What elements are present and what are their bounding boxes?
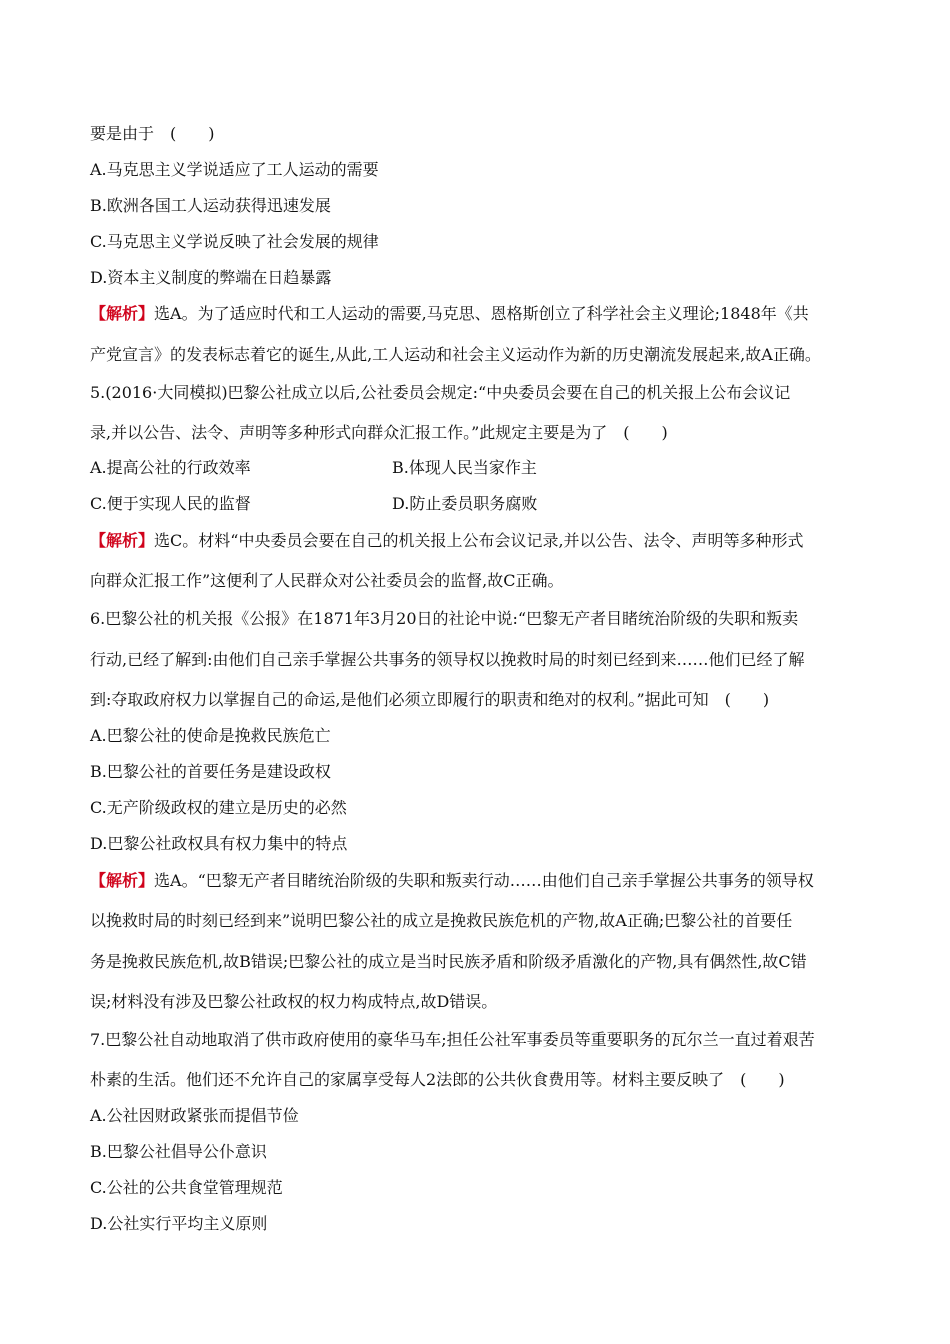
question-5-options-row: [90, 458, 537, 478]
question-7-option-b: B.巴黎公社倡导公仆意识: [90, 1142, 267, 1161]
analysis-tag: 【解析】: [90, 531, 155, 550]
question-6-option-a: A.巴黎公社的使命是挽救民族危亡: [90, 726, 331, 745]
question-4-option-d: D.资本主义制度的弊端在日趋暴露: [90, 268, 332, 287]
question-5-option-d: D.防止委员职务腐败: [392, 494, 538, 513]
question-4-analysis-line: 产党宣言》的发表标志着它的诞生,从此,工人运动和社会主义运动作为新的历史潮流发展起来,故A正确。: [90, 345, 821, 364]
analysis-tag: 【解析】: [90, 871, 155, 890]
question-4-option-a: A.马克思主义学说适应了工人运动的需要: [90, 160, 379, 179]
question-6-analysis-line: 误;材料没有涉及巴黎公社政权的权力构成特点,故D错误。: [90, 992, 498, 1011]
question-7-option-a: A.公社因财政紧张而提倡节俭: [90, 1106, 299, 1125]
question-5-option-b: B.体现人民当家作主: [392, 458, 537, 477]
question-4-analysis-line: [90, 304, 809, 324]
question-5-stem-line: 录,并以公告、法令、声明等多种形式向群众汇报工作。”此规定主要是为了 ( ): [90, 423, 668, 442]
question-6-option-d: D.巴黎公社政权具有权力集中的特点: [90, 834, 348, 853]
question-6-analysis-line: 务是挽救民族危机,故B错误;巴黎公社的成立是当时民族矛盾和阶级矛盾激化的产物,具有偶然性,故C错: [90, 952, 807, 971]
question-7-stem-line: 朴素的生活。他们还不允许自己的家属享受每人2法郎的公共伙食费用等。材料主要反映了 ( ): [90, 1070, 785, 1089]
question-5-analysis-line: 向群众汇报工作”这便利了人民群众对公社委员会的监督,故C正确。: [90, 571, 564, 590]
question-6-analysis-line: [90, 871, 814, 891]
question-5-option-a: A.提高公社的行政效率: [90, 458, 251, 477]
question-4-option-b: B.欧洲各国工人运动获得迅速发展: [90, 196, 331, 215]
question-5-analysis-line: [90, 531, 804, 551]
question-6-stem-line: 到:夺取政府权力以掌握自己的命运,是他们必须立即履行的职责和绝对的权利。”据此可知 ( ): [90, 690, 770, 709]
analysis-text: 选C。材料“中央委员会要在自己的机关报上公布会议记录,并以公告、法令、声明等多种形式: [154, 531, 804, 550]
question-6-option-b: B.巴黎公社的首要任务是建设政权: [90, 762, 331, 781]
question-6-option-c: C.无产阶级政权的建立是历史的必然: [90, 798, 347, 817]
analysis-text: 选A。为了适应时代和工人运动的需要,马克思、恩格斯创立了科学社会主义理论;1848年《共: [154, 304, 809, 323]
question-5-stem-line: 5.(2016·大同模拟)巴黎公社成立以后,公社委员会规定:“中央委员会要在自己的机关报上公布会议记: [90, 383, 791, 402]
question-6-analysis-line: 以挽救时局的时刻已经到来”说明巴黎公社的成立是挽救民族危机的产物,故A正确;巴黎公社的首要任: [90, 911, 793, 930]
question-6-stem-line: 6.巴黎公社的机关报《公报》在1871年3月20日的社论中说:“巴黎无产者目睹统治阶级的失职和叛卖: [90, 609, 799, 628]
question-7-stem-line: 7.巴黎公社自动地取消了供市政府使用的豪华马车;担任公社军事委员等重要职务的瓦尔兰一直过着艰苦: [90, 1030, 815, 1049]
question-5-option-c: C.便于实现人民的监督: [90, 494, 251, 513]
analysis-tag: 【解析】: [90, 304, 155, 323]
question-7-option-d: D.公社实行平均主义原则: [90, 1214, 268, 1233]
question-5-options-row: [90, 494, 538, 514]
analysis-text: 选A。“巴黎无产者目睹统治阶级的失职和叛卖行动……由他们自己亲手掌握公共事务的领导权: [154, 871, 814, 890]
question-4-stem-tail: 要是由于 ( ): [90, 124, 215, 143]
question-4-option-c: C.马克思主义学说反映了社会发展的规律: [90, 232, 379, 251]
question-7-option-c: C.公社的公共食堂管理规范: [90, 1178, 283, 1197]
question-6-stem-line: 行动,已经了解到:由他们自己亲手掌握公共事务的领导权以挽救时局的时刻已经到来……他们已经了解: [90, 650, 805, 669]
